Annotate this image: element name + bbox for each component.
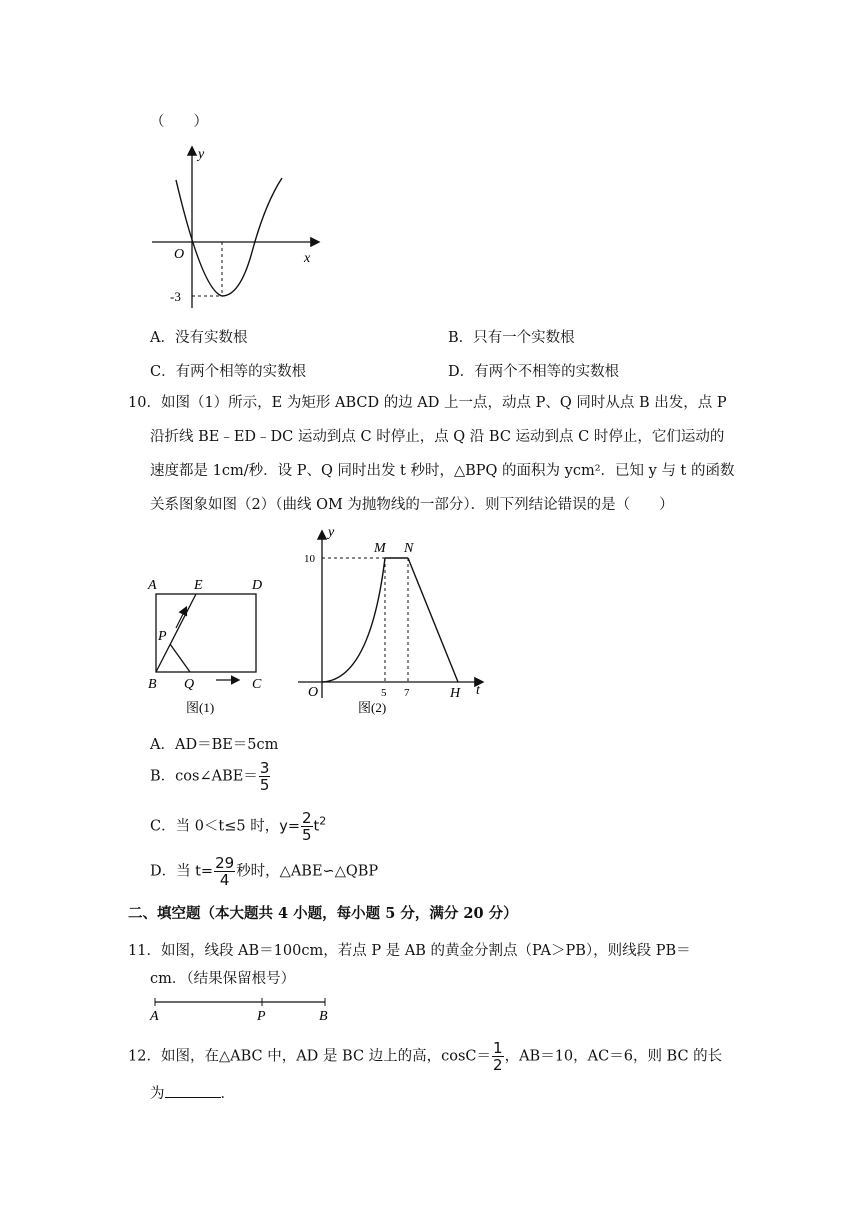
fraction-2-5: $\frac{2}{5}$ <box>301 809 312 844</box>
label-h: H <box>450 686 461 701</box>
figure-1-caption: 图(1) <box>186 700 215 715</box>
x-axis-label: x <box>304 251 311 266</box>
segment-pq <box>170 644 190 672</box>
q10-option-b-text: B．cos∠ABE＝ <box>150 768 258 785</box>
q10-option-b <box>150 760 271 793</box>
q12-line-2: 为 ． <box>150 1082 235 1103</box>
label-m: M <box>374 541 386 556</box>
segment-nh <box>408 558 458 682</box>
label-p: P <box>158 629 167 644</box>
origin-label: O <box>174 247 185 262</box>
label-c: C <box>252 677 262 692</box>
section-fill-in-blank-title: 二、填空题（本大题共 4 小题，每小题 5 分，满分 20 分） <box>128 905 518 922</box>
q9-option-c: C．有两个相等的实数根 <box>150 364 307 380</box>
q10-line-4: 关系图象如图（2）（曲线 OM 为抛物线的一部分）．则下列结论错误的是（ ） <box>150 497 674 513</box>
label-a: A <box>148 578 157 593</box>
label-o: O <box>308 685 319 700</box>
rectangle-abcd <box>156 594 256 672</box>
arrow-along-be <box>176 608 186 628</box>
q9-parabola-graph <box>140 140 340 315</box>
fraction-3-5: $\frac{3}{5}$ <box>259 759 270 794</box>
label-10: 10 <box>304 553 315 565</box>
y-axis-label: y <box>198 147 205 162</box>
label-d: D <box>252 578 263 593</box>
label-n: N <box>404 541 414 556</box>
figure-2-caption: 图(2) <box>358 700 387 715</box>
answer-blank[interactable] <box>165 1083 221 1098</box>
q10-option-c: C．当 0＜t≤5 时，y= $\frac{2}{5}$ $t^2$ <box>150 809 327 844</box>
q10-line-3: 速度都是 1cm/秒．设 P、Q 同时出发 t 秒时，△BPQ 的面积为 ycm²．已知 y 与 t 的函数 <box>150 463 735 479</box>
q11-line-1: 11．如图，线段 AB＝100cm，若点 P 是 AB 的黄金分割点（PA＞PB），则线段 PB＝ <box>128 943 691 959</box>
point-a-label: A <box>150 1009 159 1024</box>
label-5: 5 <box>381 687 387 699</box>
q9-answer-bracket: （ ） <box>150 114 208 130</box>
label-q: Q <box>184 677 195 692</box>
q9-option-d: D．有两个不相等的实数根 <box>448 364 620 380</box>
min-value-label: -3 <box>170 289 181 304</box>
q9-option-a: A．没有实数根 <box>150 330 248 346</box>
q10-figure-2 <box>290 520 500 720</box>
q10-line-2: 沿折线 BE﹣ED﹣DC 运动到点 C 时停止，点 Q 沿 BC 运动到点 C 时停止，它们运动的 <box>150 429 725 445</box>
label-7: 7 <box>404 687 410 699</box>
q11-segment-figure <box>145 994 335 1024</box>
curve-om <box>322 558 385 682</box>
label-y: y <box>328 525 335 540</box>
fraction-1-2: $\frac{1}{2}$ <box>493 1039 503 1074</box>
q12-line-1: 12．如图，在△ABC 中，AD 是 BC 边上的高，cosC＝ $\frac{1}{2}$ ，AB＝10，AC＝6，则 BC 的长 <box>128 1039 723 1074</box>
q10-option-c-text: C．当 0＜t≤5 时， <box>150 818 280 835</box>
point-b-label: B <box>319 1009 328 1024</box>
label-t: t <box>476 683 480 698</box>
q9-option-b: B．只有一个实数根 <box>448 330 575 346</box>
point-p-label: P <box>257 1009 266 1024</box>
q10-line-1: 10．如图（1）所示，E 为矩形 ABCD 的边 AD 上一点，动点 P、Q 同时从点 B 出发，点 P <box>128 395 727 411</box>
q11-line-2: cm．（结果保留根号） <box>150 971 296 987</box>
fraction-29-4: $\frac{29}{4}$ <box>215 854 235 889</box>
q10-option-a: A．AD＝BE＝5cm <box>150 737 279 753</box>
label-b: B <box>148 677 157 692</box>
q10-figure-1 <box>140 570 280 720</box>
label-e: E <box>194 578 203 593</box>
q10-option-d: D．当 t= $\frac{29}{4}$ 秒时，△ABE∽△QBP <box>150 854 379 889</box>
